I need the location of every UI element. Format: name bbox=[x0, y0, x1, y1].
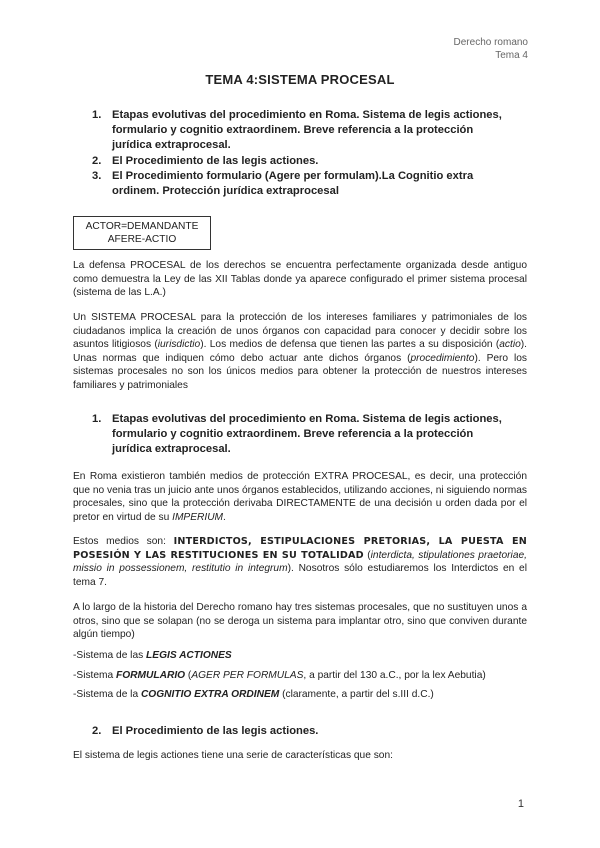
toc-number: 1. bbox=[92, 109, 102, 121]
paragraph-medios bbox=[73, 535, 527, 589]
text-run: ). Los medios de defensa que tienen las partes a su disposición ( bbox=[200, 339, 500, 351]
header-subject: Derecho romano bbox=[453, 37, 528, 48]
section-title: El Procedimiento de las legis actiones. bbox=[112, 725, 319, 737]
page-number: 1 bbox=[517, 798, 524, 810]
toc-text: Etapas evolutivas del procedimiento en Roma. Sistema de legis actiones, formulario y cognitio extraordinem. Breve referencia a la protección jurídica extraprocesal. bbox=[112, 109, 502, 152]
document-title: TEMA 4:SISTEMA PROCESAL bbox=[205, 72, 395, 87]
definition-box bbox=[73, 216, 211, 250]
box-line-2: AFERE-ACTIO bbox=[107, 234, 177, 245]
text-run: -Sistema bbox=[73, 670, 117, 681]
section-number: 2. bbox=[92, 725, 102, 737]
paragraph-caracteristicas: El sistema de legis actiones tiene una serie de características que son: bbox=[73, 750, 393, 761]
text-bold-italic: COGNITIO EXTRA ORDINEM bbox=[140, 689, 280, 700]
text-bold-italic: FORMULARIO bbox=[116, 670, 186, 681]
text-run: Estos medios son: bbox=[73, 536, 174, 547]
text-italic: AGER PER FORMULAS bbox=[191, 670, 304, 681]
text-run: ( bbox=[185, 670, 192, 681]
text-italic: procedimiento bbox=[410, 352, 475, 364]
text-run: . bbox=[223, 511, 226, 523]
paragraph-extra-procesal bbox=[73, 470, 527, 524]
section-title: Etapas evolutivas del procedimiento en Roma. Sistema de legis actiones, formulario y cognitio extraordinem. Breve referencia a la protección jurídica extraprocesal. bbox=[112, 413, 502, 456]
text-run: ( bbox=[363, 549, 371, 561]
text-italic: actio bbox=[499, 339, 521, 351]
text-run: ). Nosotros sólo estudiaremos los Interdictos en el tema 7. bbox=[73, 563, 527, 588]
text-run: , a partir del 130 a.C., por la lex Aebutia) bbox=[303, 670, 486, 681]
toc-item bbox=[92, 108, 512, 154]
paragraph-sistema-procesal bbox=[73, 311, 527, 393]
toc-number: 2. bbox=[92, 154, 102, 167]
paragraph-tres-sistemas: A lo largo de la historia del Derecho romano hay tres sistemas procesales, que no sustituyen unos a otros, sino que se solapan (no se deroga un sistema para implantar otro, sino que conviven durante algún tiempo) bbox=[73, 602, 527, 641]
text-run: En Roma existieron también medios de protección EXTRA PROCESAL, es decir, una protección que no venia tras un juicio ante unos órganos establecidos, utilizando acciones, ni siguiendo normas procesales, sino que la protección derivaba DIRECTAMENTE de una decisión u orden dada por el pretor en virtud de su bbox=[73, 471, 527, 523]
section-heading-2 bbox=[92, 724, 512, 739]
text-run: -Sistema de las bbox=[73, 650, 147, 661]
text-run: ). Pero los sistemas procesales no son los únicos medios para obtener la protección de nuestros intereses familiares y patrimoniales bbox=[73, 352, 527, 391]
text-italic: interdicta, stipulationes praetoriae, missio in possessionem, restitutio in integrum bbox=[73, 549, 527, 575]
header-topic: Tema 4 bbox=[495, 50, 528, 61]
text-bold: INTERDICTOS, ESTIPULACIONES PRETORIAS, LA PUESTA EN POSESIÓN Y LAS RESTITUCIONES EN SU TOTALIDAD bbox=[73, 536, 527, 561]
list-item bbox=[73, 669, 527, 683]
text-italic: IMPERIUM bbox=[172, 511, 224, 523]
text-italic: iurisdictio bbox=[157, 339, 201, 351]
text-run: ). Unas normas que indiquen cómo debo actuar ante dichos órganos ( bbox=[73, 339, 527, 364]
toc-number: 3. bbox=[92, 169, 102, 182]
text-run: -Sistema de la bbox=[73, 689, 141, 700]
toc-item bbox=[92, 169, 512, 199]
list-item bbox=[73, 688, 527, 702]
section-number: 1. bbox=[92, 413, 102, 425]
table-of-contents bbox=[92, 108, 512, 199]
text-bold-italic: LEGIS ACTIONES bbox=[146, 650, 232, 661]
text-run: (claramente, a partir del s.III d.C.) bbox=[279, 689, 434, 700]
text-run: Un SISTEMA PROCESAL para la protección de los intereses familiares y patrimoniales de los ciudadanos implica la creación de unos órganos con capacidad para conocer y decidir sobre los asuntos litigiosos ( bbox=[73, 312, 527, 351]
section-heading-1 bbox=[92, 412, 512, 458]
list-item bbox=[73, 649, 527, 663]
paragraph-intro: La defensa PROCESAL de los derechos se encuentra perfectamente organizada desde antiguo como demuestra la Ley de las XII Tablas donde ya aparece configurado el primer sistema procesal (sistema de las L.A.) bbox=[73, 260, 527, 299]
toc-text: El Procedimiento de las legis actiones. bbox=[112, 154, 319, 167]
page-header bbox=[454, 36, 528, 62]
toc-text: El Procedimiento formulario (Agere per formulam).La Cognitio extra ordinem. Protección jurídica extraprocesal bbox=[112, 169, 474, 198]
toc-item bbox=[92, 154, 512, 169]
box-line-1: ACTOR=DEMANDANTE bbox=[85, 221, 199, 232]
